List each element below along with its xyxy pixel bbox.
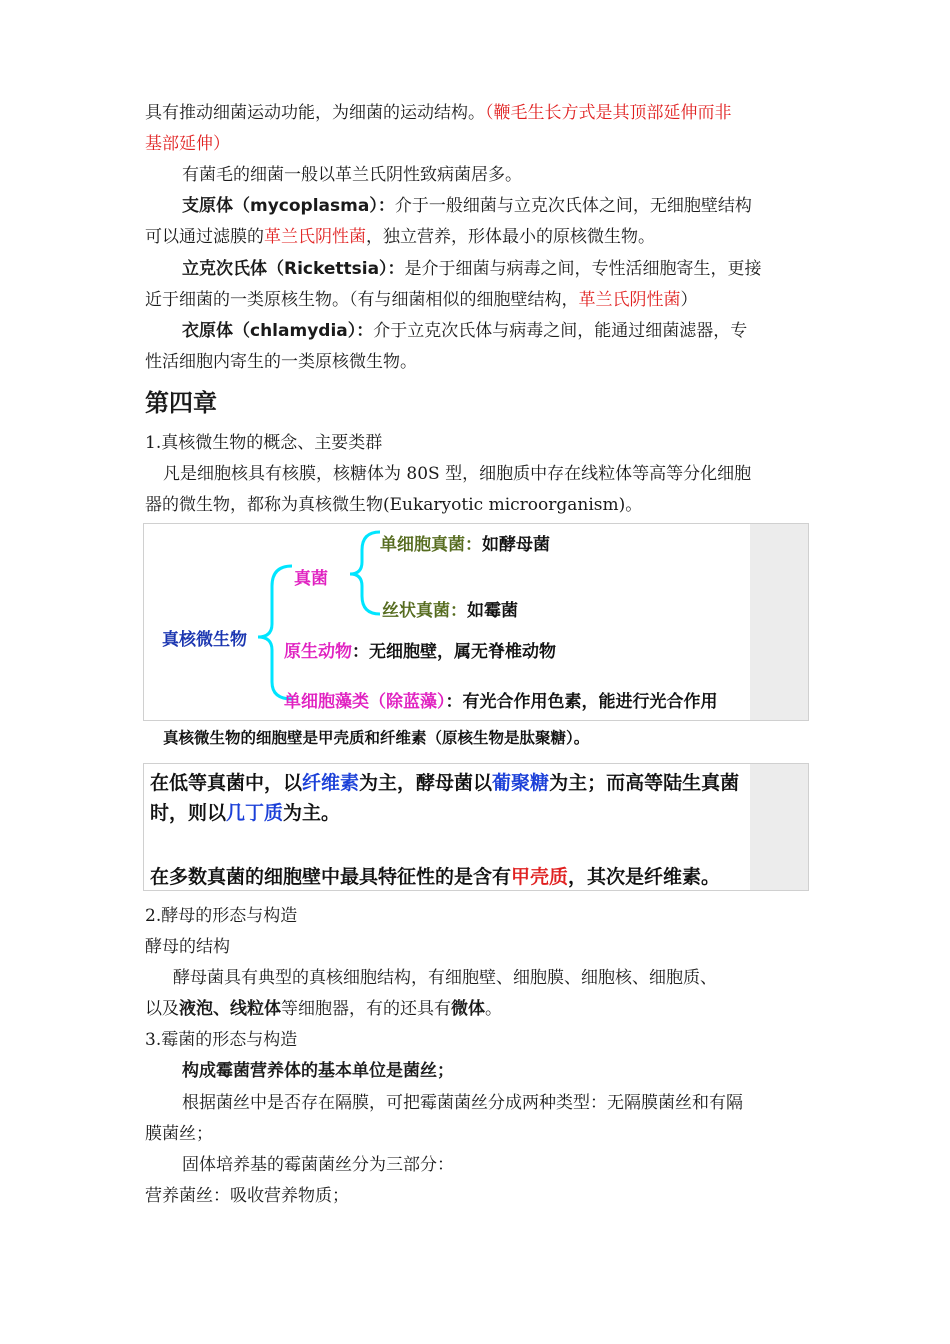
- blue-text: 纤维素: [302, 772, 360, 794]
- bold-text: 液泡、线粒体: [179, 999, 281, 1019]
- paragraph-rickettsia-cont: [145, 285, 810, 316]
- text: 在多数真菌的细胞壁中最具特征性的是含有: [150, 866, 512, 888]
- scroll-shade: [750, 764, 808, 890]
- paragraph-flagella: [145, 98, 810, 129]
- text: ，其次是纤维素。: [568, 866, 721, 888]
- paragraph-septum: 根据菌丝中是否存在隔膜，可把霉菌菌丝分成两种类型：无隔膜菌丝和有隔: [182, 1093, 743, 1113]
- classification-diagram: [143, 523, 809, 721]
- section-heading-3: 3.霉菌的形态与构造: [145, 1030, 298, 1050]
- text: 时，则以: [150, 802, 227, 824]
- cell-wall-line-2: [150, 798, 340, 825]
- paragraph-eukaryote-def-cont: 器的微生物，都称为真核微生物(Eukaryotic microorganism)。: [145, 495, 643, 515]
- label: 单细胞真菌：: [380, 535, 482, 555]
- diagram-algae: [284, 687, 718, 712]
- text: 为主，酵母菌以: [359, 772, 493, 794]
- text: 具有推动细菌运动功能，为细菌的运动结构。: [145, 103, 485, 123]
- paragraph-septum-cont: 膜菌丝；: [145, 1124, 213, 1144]
- red-text: 革兰氏阴性菌: [578, 290, 681, 310]
- label: 原生动物: [284, 642, 352, 662]
- text: 介于立克次氏体与病毒之间，能通过细菌滤器，专: [373, 321, 748, 341]
- diagram-fungi: 真菌: [294, 569, 328, 589]
- paragraph-rickettsia: [145, 254, 847, 285]
- diagram-root: 真核微生物: [162, 630, 247, 650]
- text: 介于一般细菌与立克次氏体之间，无细胞壁结构: [394, 196, 752, 216]
- text: ）: [680, 290, 698, 310]
- blue-text: 几丁质: [226, 802, 284, 824]
- paragraph-mycoplasma-cont: [145, 222, 810, 253]
- example: 如酵母菌: [482, 535, 550, 555]
- section-heading-1: 1.真核微生物的概念、主要类群: [145, 433, 383, 453]
- text: 在低等真菌中，以: [150, 772, 303, 794]
- diagram-mold: [382, 596, 518, 621]
- text: 为主；而高等陆生真菌: [549, 772, 740, 794]
- big-brace-icon: [258, 566, 292, 699]
- red-note: （鞭毛生长方式是其顶部延伸而非: [485, 103, 732, 123]
- term-mycoplasma: 支原体（mycoplasma）：: [182, 196, 395, 216]
- label: 单细胞藻类（除蓝藻）: [284, 692, 446, 712]
- text: 以及: [145, 999, 179, 1019]
- chapter-heading: 第四章: [145, 389, 217, 417]
- text: 近于细菌的一类原核生物。（有与细菌相似的细胞壁结构，: [145, 290, 579, 310]
- paragraph-vegetative-hypha: 营养菌丝：吸收营养物质；: [145, 1186, 349, 1206]
- term-rickettsia: 立克次氏体（Rickettsia）：: [182, 259, 405, 279]
- text: 。: [485, 999, 502, 1019]
- paragraph-yeast: 酵母菌具有典型的真核细胞结构，有细胞壁、细胞膜、细胞核、细胞质、: [173, 968, 717, 988]
- text: 等细胞器，有的还具有: [281, 999, 451, 1019]
- paragraph-eukaryote-def: 凡是细胞核具有核膜，核糖体为 80S 型，细胞质中存在线粒体等高等分化细胞: [163, 464, 752, 484]
- fungi-brace-icon: [350, 532, 380, 614]
- text: ，独立营养，形体最小的原核微生物。: [366, 227, 655, 247]
- text: 可以通过滤膜的: [145, 227, 264, 247]
- text: 是介于细菌与病毒之间，专性活细胞寄生，更接: [404, 259, 762, 279]
- desc: ：无细胞壁，属无脊椎动物: [352, 642, 556, 662]
- red-note-cont: 基部延伸）: [145, 134, 230, 154]
- red-text: 革兰氏阴性菌: [264, 227, 366, 247]
- cell-wall-box: [143, 763, 809, 891]
- paragraph-mycoplasma: [145, 191, 847, 222]
- cell-wall-caption: 真核微生物的细胞壁是甲壳质和纤维素（原核生物是肽聚糖）。: [163, 729, 590, 747]
- paragraph-chlamydia: [145, 316, 847, 347]
- subheading-yeast-structure: 酵母的结构: [145, 937, 230, 957]
- section-heading-2: 2.酵母的形态与构造: [145, 906, 298, 926]
- term-chlamydia: 衣原体（chlamydia）：: [182, 321, 374, 341]
- diagram-yeast: [380, 530, 550, 555]
- paragraph-three-parts: 固体培养基的霉菌菌丝分为三部分：: [182, 1155, 454, 1175]
- text: 为主。: [283, 802, 341, 824]
- desc: ：有光合作用色素，能进行光合作用: [445, 692, 718, 712]
- paragraph-hypha-unit: 构成霉菌营养体的基本单位是菌丝；: [182, 1061, 454, 1081]
- cell-wall-line-3: [150, 862, 720, 889]
- blue-text: 葡聚糖: [492, 772, 550, 794]
- paragraph-pili: 有菌毛的细菌一般以革兰氏阴性致病菌居多。: [182, 165, 522, 185]
- paragraph-yeast-cont: [145, 994, 810, 1025]
- label: 丝状真菌：: [382, 601, 467, 621]
- red-text: 甲壳质: [511, 866, 569, 888]
- cell-wall-line-1: [150, 768, 739, 795]
- bold-text: 微体: [451, 999, 485, 1019]
- example: 如霉菌: [467, 601, 518, 621]
- diagram-protozoa: [284, 637, 556, 662]
- paragraph-chlamydia-cont: 性活细胞内寄生的一类原核微生物。: [145, 352, 417, 372]
